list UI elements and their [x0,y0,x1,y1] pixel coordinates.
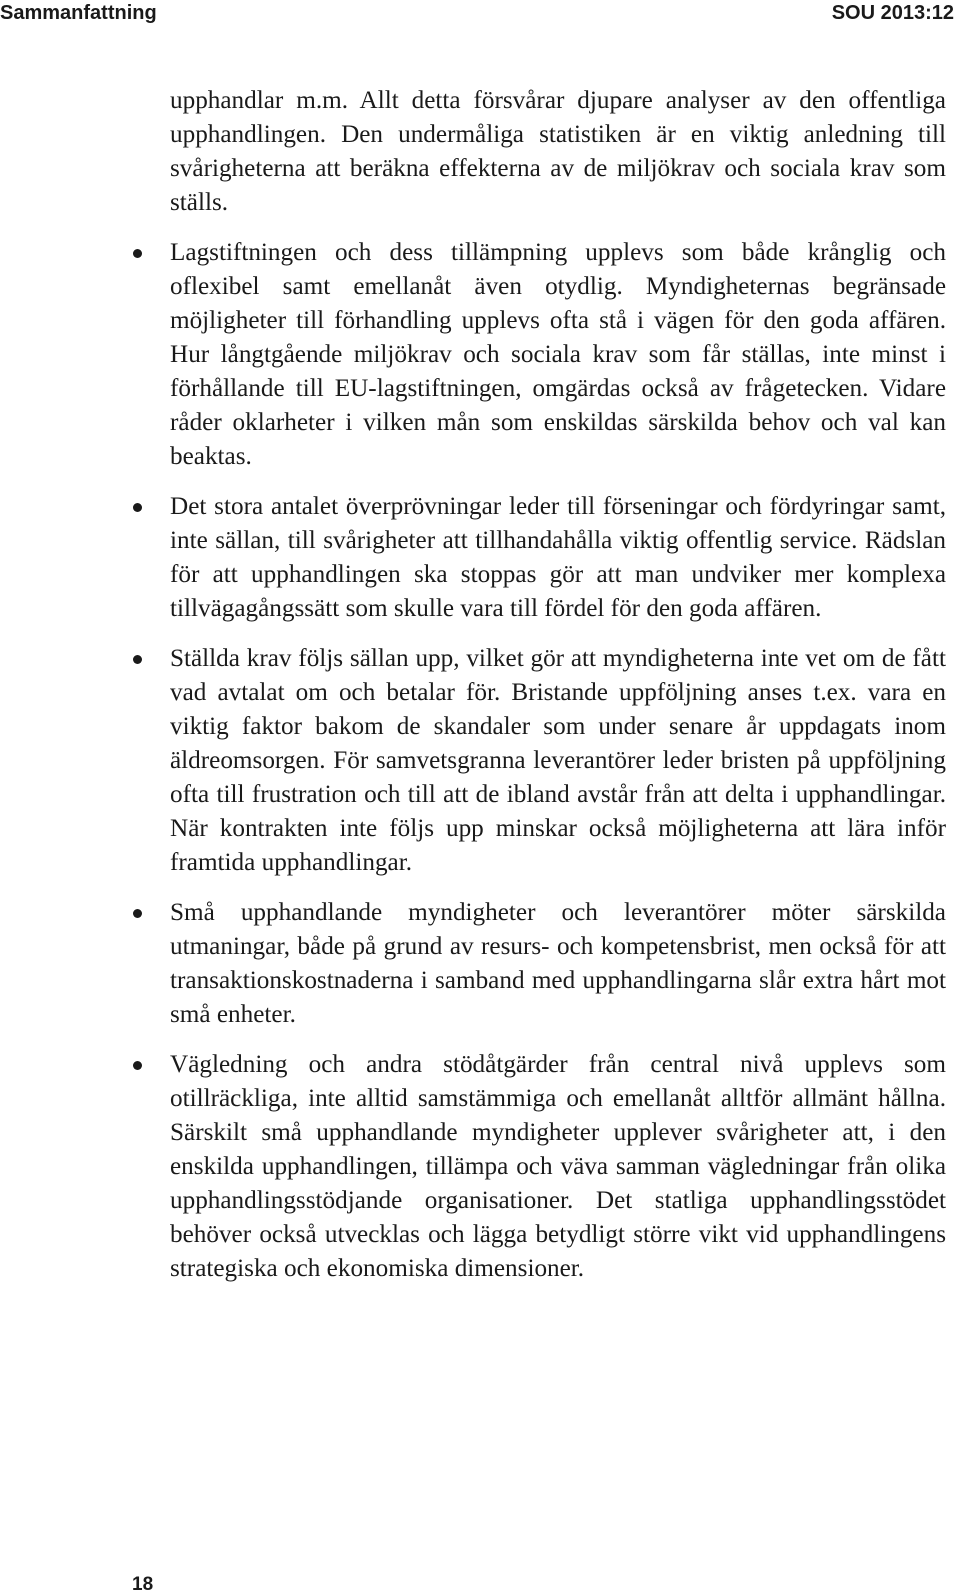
bullet-text: Lagstiftningen och dess tillämpning upplevs som både krånglig och oflexibel samt emellanåt även otydlig. Myndigheternas begränsade möjligheter till förhandling upplevs ofta stå i vägen för den goda affären. Hur långtgående miljökrav och sociala krav som får ställas, inte minst i förhållande till EU-lagstiftningen, omgärdas också av frågetecken. Vidare råder oklarheter i vilken mån som enskildas särskilda behov och val kan beaktas. [170,239,946,470]
report-id: SOU 2013:12 [831,2,954,24]
bullet-icon [133,503,142,512]
bullet-item [170,896,946,1032]
bullet-icon [133,655,142,664]
section-title: Sammanfattning [0,2,157,24]
body-text [170,84,946,1286]
bullet-icon [133,249,142,258]
bullet-item [170,490,946,626]
page-number: 18 [132,1574,154,1595]
bullet-item [170,236,946,474]
bullet-text: Ställda krav följs sällan upp, vilket gör att myndigheterna inte vet om de fått vad avtalat om och betalar för. Bristande uppföljning anses t.ex. vara en viktig faktor bakom de skandaler som under senare år uppdagats inom äldreomsorgen. För samvetsgranna leverantörer leder bristen på uppföljning ofta till frustration och till att de ibland avstår från att delta i upphandlingar. När kontrakten inte följs upp minskar också möjligheterna att lära inför framtida upphandlingar. [170,645,946,876]
bullet-text: Det stora antalet överprövningar leder till förseningar och fördyringar samt, inte sällan, till svårigheter att tillhandahålla viktig offentlig service. Rädslan för att upphandlingen ska stoppas gör att man undviker mer komplexa tillvägagångssätt som skulle vara till fördel för den goda affären. [170,493,946,622]
bullet-text: Små upphandlande myndigheter och leverantörer möter särskilda utmaningar, både på grund av resurs- och kompetensbrist, men också för att transaktionskostnaderna i samband med upphandlingarna slår extra hårt mot små enheter. [170,899,946,1028]
running-header [0,0,960,36]
bullet-item [170,1048,946,1286]
bullet-icon [133,1061,142,1070]
intro-paragraph: upphandlar m.m. Allt detta försvårar djupare analyser av den offentliga upphandlingen. Den undermåliga statistiken är en viktig anledning till svårigheterna att beräkna effekterna av de miljökrav och sociala krav som ställs. [170,87,946,216]
bullet-icon [133,909,142,918]
bullet-text: Vägledning och andra stödåtgärder från central nivå upplevs som otillräckliga, inte alltid samstämmiga och emellanåt alltför allmänt hållna. Särskilt små upphandlande myndigheter upplever svårigheter att, i den enskilda upphandlingen, tillämpa och väva samman vägledningar från olika upphandlingsstödjande organisationer. Det statliga upphandlingsstödet behöver också utvecklas och lägga betydligt större vikt vid upphandlingens strategiska och ekonomiska dimensioner. [170,1051,946,1282]
bullet-item [170,642,946,880]
